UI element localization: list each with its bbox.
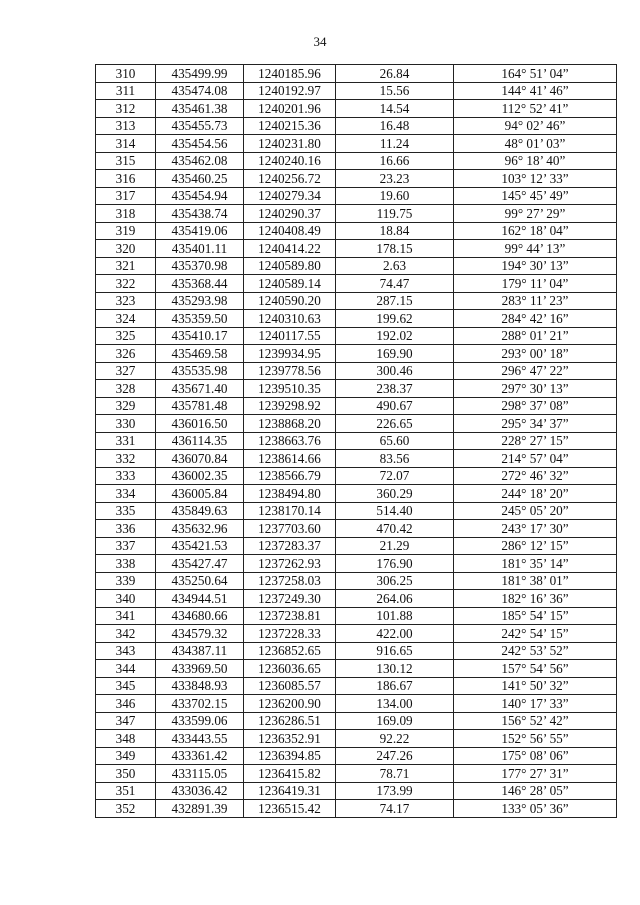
table-row [96,362,617,380]
x-coordinate-cell: 435401.11 [156,240,244,258]
distance-cell: 173.99 [336,782,454,800]
point-number-cell: 348 [96,730,156,748]
x-coordinate-cell: 434579.32 [156,625,244,643]
x-coordinate-cell: 434680.66 [156,607,244,625]
point-number-cell: 323 [96,292,156,310]
distance-cell: 74.47 [336,275,454,293]
bearing-cell: 145° 45’ 49” [454,187,617,205]
bearing-cell: 156° 52’ 42” [454,712,617,730]
table-row [96,170,617,188]
bearing-cell: 242° 54’ 15” [454,625,617,643]
distance-cell: 514.40 [336,502,454,520]
table-row [96,590,617,608]
point-number-cell: 321 [96,257,156,275]
table-row [96,100,617,118]
table-row [96,800,617,818]
point-number-cell: 318 [96,205,156,223]
bearing-cell: 94° 02’ 46” [454,117,617,135]
x-coordinate-cell: 433361.42 [156,747,244,765]
y-coordinate-cell: 1237249.30 [244,590,336,608]
point-number-cell: 352 [96,800,156,818]
point-number-cell: 340 [96,590,156,608]
y-coordinate-cell: 1238868.20 [244,415,336,433]
distance-cell: 300.46 [336,362,454,380]
point-number-cell: 333 [96,467,156,485]
table-row [96,450,617,468]
bearing-cell: 144° 41’ 46” [454,82,617,100]
x-coordinate-cell: 435469.58 [156,345,244,363]
bearing-cell: 194° 30’ 13” [454,257,617,275]
distance-cell: 92.22 [336,730,454,748]
distance-cell: 78.71 [336,765,454,783]
point-number-cell: 351 [96,782,156,800]
table-row [96,502,617,520]
distance-cell: 169.09 [336,712,454,730]
x-coordinate-cell: 434944.51 [156,590,244,608]
x-coordinate-cell: 433115.05 [156,765,244,783]
x-coordinate-cell: 434387.11 [156,642,244,660]
y-coordinate-cell: 1236515.42 [244,800,336,818]
y-coordinate-cell: 1240408.49 [244,222,336,240]
table-row [96,310,617,328]
distance-cell: 916.65 [336,642,454,660]
table-row [96,257,617,275]
bearing-cell: 295° 34’ 37” [454,415,617,433]
y-coordinate-cell: 1240290.37 [244,205,336,223]
point-number-cell: 335 [96,502,156,520]
y-coordinate-cell: 1237703.60 [244,520,336,538]
bearing-cell: 157° 54’ 56” [454,660,617,678]
y-coordinate-cell: 1240215.36 [244,117,336,135]
y-coordinate-cell: 1236394.85 [244,747,336,765]
x-coordinate-cell: 435293.98 [156,292,244,310]
table-row [96,187,617,205]
x-coordinate-cell: 436016.50 [156,415,244,433]
y-coordinate-cell: 1240589.14 [244,275,336,293]
distance-cell: 26.84 [336,65,454,83]
distance-cell: 422.00 [336,625,454,643]
bearing-cell: 146° 28’ 05” [454,782,617,800]
point-number-cell: 332 [96,450,156,468]
point-number-cell: 346 [96,695,156,713]
table-row [96,380,617,398]
x-coordinate-cell: 433702.15 [156,695,244,713]
table-row [96,275,617,293]
point-number-cell: 350 [96,765,156,783]
x-coordinate-cell: 436005.84 [156,485,244,503]
x-coordinate-cell: 435454.94 [156,187,244,205]
y-coordinate-cell: 1237228.33 [244,625,336,643]
bearing-cell: 162° 18’ 04” [454,222,617,240]
distance-cell: 83.56 [336,450,454,468]
y-coordinate-cell: 1240185.96 [244,65,336,83]
table-row [96,222,617,240]
distance-cell: 490.67 [336,397,454,415]
bearing-cell: 243° 17’ 30” [454,520,617,538]
y-coordinate-cell: 1236200.90 [244,695,336,713]
y-coordinate-cell: 1240240.16 [244,152,336,170]
distance-cell: 2.63 [336,257,454,275]
x-coordinate-cell: 435849.63 [156,502,244,520]
table-row [96,292,617,310]
point-number-cell: 347 [96,712,156,730]
point-number-cell: 331 [96,432,156,450]
point-number-cell: 322 [96,275,156,293]
y-coordinate-cell: 1240589.80 [244,257,336,275]
x-coordinate-cell: 435462.08 [156,152,244,170]
x-coordinate-cell: 435370.98 [156,257,244,275]
bearing-cell: 103° 12’ 33” [454,170,617,188]
y-coordinate-cell: 1237258.03 [244,572,336,590]
table-row [96,625,617,643]
bearing-cell: 181° 38’ 01” [454,572,617,590]
bearing-cell: 175° 08’ 06” [454,747,617,765]
table-row [96,415,617,433]
x-coordinate-cell: 436114.35 [156,432,244,450]
table-row [96,345,617,363]
y-coordinate-cell: 1238566.79 [244,467,336,485]
x-coordinate-cell: 435454.56 [156,135,244,153]
table-row [96,152,617,170]
bearing-cell: 298° 37’ 08” [454,397,617,415]
table-row [96,782,617,800]
point-number-cell: 349 [96,747,156,765]
x-coordinate-cell: 433969.50 [156,660,244,678]
distance-cell: 74.17 [336,800,454,818]
coordinates-table [95,64,617,818]
y-coordinate-cell: 1236419.31 [244,782,336,800]
x-coordinate-cell: 432891.39 [156,800,244,818]
x-coordinate-cell: 436002.35 [156,467,244,485]
y-coordinate-cell: 1240414.22 [244,240,336,258]
point-number-cell: 313 [96,117,156,135]
bearing-cell: 48° 01’ 03” [454,135,617,153]
point-number-cell: 330 [96,415,156,433]
y-coordinate-cell: 1236286.51 [244,712,336,730]
x-coordinate-cell: 435499.99 [156,65,244,83]
x-coordinate-cell: 435419.06 [156,222,244,240]
y-coordinate-cell: 1237283.37 [244,537,336,555]
table-row [96,747,617,765]
bearing-cell: 99° 44’ 13” [454,240,617,258]
point-number-cell: 327 [96,362,156,380]
y-coordinate-cell: 1237238.81 [244,607,336,625]
x-coordinate-cell: 436070.84 [156,450,244,468]
y-coordinate-cell: 1240192.97 [244,82,336,100]
distance-cell: 16.66 [336,152,454,170]
bearing-cell: 245° 05’ 20” [454,502,617,520]
y-coordinate-cell: 1239298.92 [244,397,336,415]
bearing-cell: 133° 05’ 36” [454,800,617,818]
table-row [96,520,617,538]
bearing-cell: 288° 01’ 21” [454,327,617,345]
point-number-cell: 311 [96,82,156,100]
point-number-cell: 339 [96,572,156,590]
y-coordinate-cell: 1238614.66 [244,450,336,468]
point-number-cell: 338 [96,555,156,573]
point-number-cell: 334 [96,485,156,503]
y-coordinate-cell: 1239510.35 [244,380,336,398]
table-row [96,117,617,135]
table-row [96,135,617,153]
distance-cell: 16.48 [336,117,454,135]
bearing-cell: 181° 35’ 14” [454,555,617,573]
distance-cell: 130.12 [336,660,454,678]
x-coordinate-cell: 435368.44 [156,275,244,293]
y-coordinate-cell: 1240201.96 [244,100,336,118]
x-coordinate-cell: 433443.55 [156,730,244,748]
bearing-cell: 164° 51’ 04” [454,65,617,83]
y-coordinate-cell: 1238663.76 [244,432,336,450]
table-row [96,642,617,660]
bearing-cell: 293° 00’ 18” [454,345,617,363]
x-coordinate-cell: 435781.48 [156,397,244,415]
bearing-cell: 152° 56’ 55” [454,730,617,748]
x-coordinate-cell: 435455.73 [156,117,244,135]
x-coordinate-cell: 435427.47 [156,555,244,573]
table-row [96,660,617,678]
point-number-cell: 343 [96,642,156,660]
table-row [96,695,617,713]
distance-cell: 15.56 [336,82,454,100]
point-number-cell: 320 [96,240,156,258]
distance-cell: 264.06 [336,590,454,608]
distance-cell: 176.90 [336,555,454,573]
bearing-cell: 214° 57’ 04” [454,450,617,468]
table-row [96,240,617,258]
distance-cell: 11.24 [336,135,454,153]
table-row [96,712,617,730]
table-row [96,467,617,485]
point-number-cell: 315 [96,152,156,170]
point-number-cell: 341 [96,607,156,625]
bearing-cell: 177° 27’ 31” [454,765,617,783]
distance-cell: 186.67 [336,677,454,695]
table-row [96,607,617,625]
bearing-cell: 99° 27’ 29” [454,205,617,223]
point-number-cell: 328 [96,380,156,398]
bearing-cell: 228° 27’ 15” [454,432,617,450]
y-coordinate-cell: 1238170.14 [244,502,336,520]
y-coordinate-cell: 1238494.80 [244,485,336,503]
distance-cell: 178.15 [336,240,454,258]
table-row [96,765,617,783]
x-coordinate-cell: 435671.40 [156,380,244,398]
distance-cell: 226.65 [336,415,454,433]
point-number-cell: 344 [96,660,156,678]
point-number-cell: 317 [96,187,156,205]
bearing-cell: 286° 12’ 15” [454,537,617,555]
table-row [96,327,617,345]
point-number-cell: 336 [96,520,156,538]
y-coordinate-cell: 1240117.55 [244,327,336,345]
distance-cell: 134.00 [336,695,454,713]
x-coordinate-cell: 435359.50 [156,310,244,328]
x-coordinate-cell: 435460.25 [156,170,244,188]
x-coordinate-cell: 435250.64 [156,572,244,590]
distance-cell: 287.15 [336,292,454,310]
y-coordinate-cell: 1239778.56 [244,362,336,380]
coordinates-table-body [96,65,617,818]
y-coordinate-cell: 1236352.91 [244,730,336,748]
x-coordinate-cell: 435421.53 [156,537,244,555]
y-coordinate-cell: 1240256.72 [244,170,336,188]
distance-cell: 14.54 [336,100,454,118]
bearing-cell: 112° 52’ 41” [454,100,617,118]
table-row [96,205,617,223]
table-row [96,397,617,415]
y-coordinate-cell: 1237262.93 [244,555,336,573]
y-coordinate-cell: 1236036.65 [244,660,336,678]
x-coordinate-cell: 435410.17 [156,327,244,345]
point-number-cell: 342 [96,625,156,643]
distance-cell: 72.07 [336,467,454,485]
table-row [96,485,617,503]
y-coordinate-cell: 1236415.82 [244,765,336,783]
point-number-cell: 324 [96,310,156,328]
bearing-cell: 141° 50’ 32” [454,677,617,695]
distance-cell: 192.02 [336,327,454,345]
y-coordinate-cell: 1240590.20 [244,292,336,310]
bearing-cell: 242° 53’ 52” [454,642,617,660]
x-coordinate-cell: 435632.96 [156,520,244,538]
x-coordinate-cell: 433599.06 [156,712,244,730]
y-coordinate-cell: 1236085.57 [244,677,336,695]
x-coordinate-cell: 435438.74 [156,205,244,223]
distance-cell: 18.84 [336,222,454,240]
bearing-cell: 96° 18’ 40” [454,152,617,170]
bearing-cell: 272° 46’ 32” [454,467,617,485]
bearing-cell: 283° 11’ 23” [454,292,617,310]
x-coordinate-cell: 435474.08 [156,82,244,100]
distance-cell: 101.88 [336,607,454,625]
x-coordinate-cell: 433036.42 [156,782,244,800]
y-coordinate-cell: 1240310.63 [244,310,336,328]
bearing-cell: 297° 30’ 13” [454,380,617,398]
bearing-cell: 182° 16’ 36” [454,590,617,608]
y-coordinate-cell: 1240231.80 [244,135,336,153]
distance-cell: 21.29 [336,537,454,555]
point-number-cell: 325 [96,327,156,345]
bearing-cell: 284° 42’ 16” [454,310,617,328]
table-row [96,572,617,590]
x-coordinate-cell: 435535.98 [156,362,244,380]
point-number-cell: 319 [96,222,156,240]
point-number-cell: 314 [96,135,156,153]
distance-cell: 19.60 [336,187,454,205]
point-number-cell: 329 [96,397,156,415]
table-row [96,432,617,450]
distance-cell: 247.26 [336,747,454,765]
bearing-cell: 185° 54’ 15” [454,607,617,625]
x-coordinate-cell: 433848.93 [156,677,244,695]
point-number-cell: 316 [96,170,156,188]
distance-cell: 238.37 [336,380,454,398]
point-number-cell: 337 [96,537,156,555]
y-coordinate-cell: 1240279.34 [244,187,336,205]
table-row [96,555,617,573]
bearing-cell: 296° 47’ 22” [454,362,617,380]
distance-cell: 65.60 [336,432,454,450]
table-row [96,677,617,695]
distance-cell: 199.62 [336,310,454,328]
distance-cell: 470.42 [336,520,454,538]
point-number-cell: 312 [96,100,156,118]
y-coordinate-cell: 1236852.65 [244,642,336,660]
bearing-cell: 244° 18’ 20” [454,485,617,503]
table-row [96,537,617,555]
x-coordinate-cell: 435461.38 [156,100,244,118]
bearing-cell: 140° 17’ 33” [454,695,617,713]
point-number-cell: 345 [96,677,156,695]
distance-cell: 169.90 [336,345,454,363]
bearing-cell: 179° 11’ 04” [454,275,617,293]
table-row [96,82,617,100]
table-row [96,65,617,83]
point-number-cell: 310 [96,65,156,83]
table-row [96,730,617,748]
distance-cell: 23.23 [336,170,454,188]
y-coordinate-cell: 1239934.95 [244,345,336,363]
point-number-cell: 326 [96,345,156,363]
distance-cell: 119.75 [336,205,454,223]
page-number: 34 [313,34,327,49]
distance-cell: 360.29 [336,485,454,503]
distance-cell: 306.25 [336,572,454,590]
